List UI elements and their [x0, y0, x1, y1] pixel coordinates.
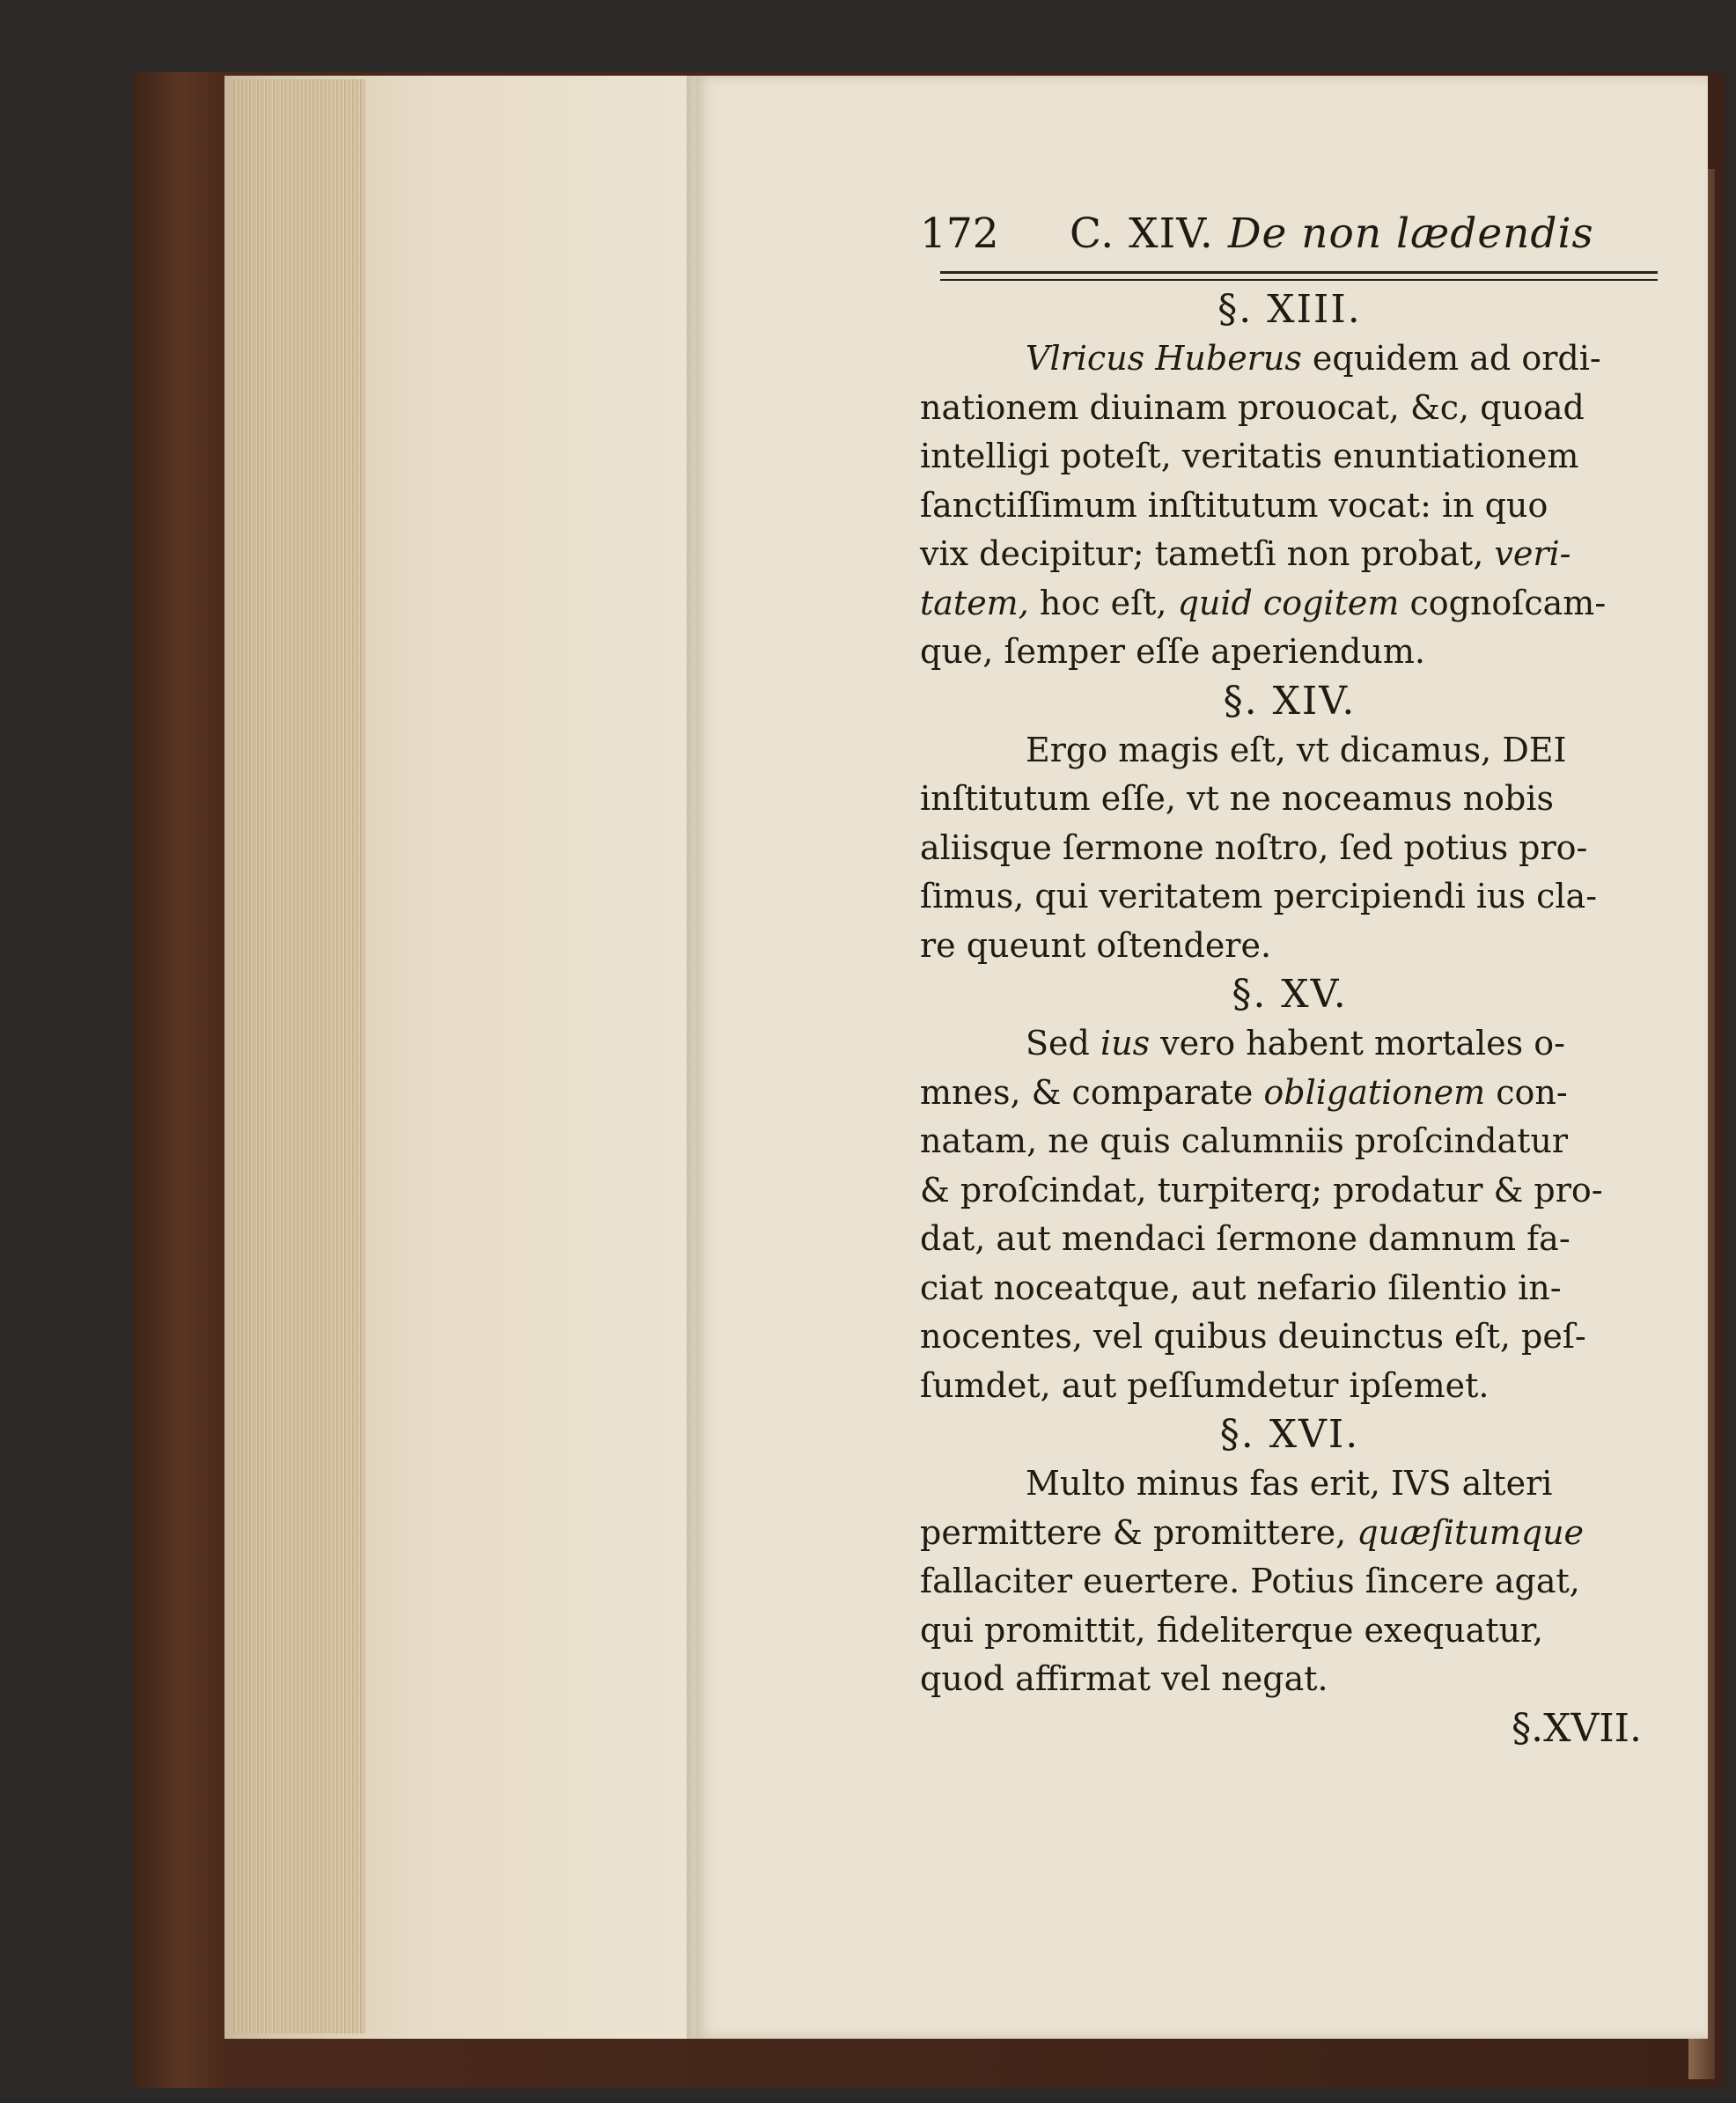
paragraph	[920, 726, 1659, 971]
text-run: nocentes, vel quibus deuinctus eſt, peſ-	[920, 1317, 1586, 1356]
sections	[920, 285, 1659, 1704]
text-line	[920, 1655, 1659, 1704]
text-line	[920, 824, 1659, 873]
text-line	[920, 1019, 1659, 1069]
text-run: Multo minus fas erit, IVS alteri	[1026, 1464, 1553, 1503]
text-line	[920, 1264, 1659, 1313]
text-line	[920, 1362, 1659, 1411]
text-run: fallaciter euertere. Potius ſincere agat,	[920, 1562, 1580, 1600]
text-run: qui promittit, fideliterque exequatur,	[920, 1610, 1544, 1650]
text-block	[920, 210, 1659, 1754]
text-line	[920, 775, 1659, 824]
text-run: vero habent mortales o-	[1150, 1024, 1565, 1063]
text-run: ciat noceatque, aut nefario ſilentio in-	[920, 1268, 1562, 1307]
chapter-subject: De non lædendis	[1227, 210, 1594, 258]
text-line	[920, 1509, 1659, 1558]
text-run: & proſcindat, turpiterq; prodatur & pro-	[920, 1170, 1603, 1210]
paragraph	[920, 1460, 1659, 1704]
text-run: mnes, & comparate	[920, 1072, 1264, 1112]
page-edges	[233, 79, 365, 2033]
paragraph	[920, 1019, 1659, 1410]
text-run: Sed	[1026, 1024, 1100, 1063]
text-line	[920, 726, 1659, 776]
italic-text: tatem,	[920, 583, 1029, 622]
text-line	[920, 1607, 1659, 1656]
chapter-label: C. XIV.	[1070, 210, 1214, 258]
italic-text: quid cogitem	[1177, 583, 1400, 622]
text-run: hoc eſt,	[1028, 583, 1178, 622]
section-heading: §. XV.	[1232, 972, 1348, 1017]
section-heading: §. XIV.	[1223, 678, 1357, 724]
text-line	[920, 1069, 1659, 1118]
text-line	[920, 1117, 1659, 1166]
text-line	[920, 1460, 1659, 1509]
text-run: dat, aut mendaci ſermone damnum fa-	[920, 1219, 1570, 1258]
text-run: con-	[1485, 1072, 1568, 1112]
text-run: nationem diuinam prouocat, &c, quoad	[920, 387, 1585, 427]
section-heading: §. XIII.	[1217, 287, 1362, 332]
italic-text: ius	[1100, 1024, 1151, 1063]
italic-text: Vlricus Huberus	[1026, 339, 1302, 378]
text-line	[920, 922, 1659, 971]
text-line	[920, 579, 1659, 629]
italic-text: quæſitumque	[1357, 1512, 1585, 1552]
text-line	[920, 335, 1659, 384]
text-line	[920, 1557, 1659, 1607]
text-run: quod affirmat vel negat.	[920, 1659, 1328, 1698]
text-line	[920, 1313, 1659, 1362]
italic-text: veri-	[1494, 534, 1571, 573]
paragraph	[920, 335, 1659, 677]
text-line	[920, 384, 1659, 433]
text-line	[920, 628, 1659, 677]
text-run: re queunt oſtendere.	[920, 925, 1272, 965]
text-run: ſimus, qui veritatem percipiendi ius cla-	[920, 877, 1598, 915]
catchword: §.XVII.	[1512, 1705, 1642, 1751]
text-run: ſumdet, aut peſſumdetur ipſemet.	[920, 1365, 1490, 1405]
text-run: inſtitutum eſſe, vt ne noceamus nobis	[920, 779, 1555, 818]
text-run: aliisque ſermone noſtro, ſed potius pro-	[920, 827, 1588, 867]
text-run: vix decipitur; tametſi non probat,	[920, 534, 1495, 573]
section-heading: §. XVI.	[1219, 1412, 1360, 1457]
italic-text: obligationem	[1263, 1072, 1486, 1112]
page-number: 172	[920, 210, 999, 258]
text-run: cognoſcam-	[1399, 583, 1607, 622]
running-head	[920, 210, 1659, 259]
text-run: Ergo magis eſt, vt dicamus, DEI	[1026, 730, 1567, 769]
text-run: ſanctiſſimum inſtitutum vocat: in quo	[920, 485, 1548, 525]
text-run: equidem ad ordi-	[1301, 339, 1601, 378]
text-line	[920, 482, 1659, 531]
text-line	[920, 530, 1659, 579]
text-line	[920, 432, 1659, 482]
text-run: permittere & promittere,	[920, 1512, 1357, 1552]
text-run: que, ſemper eſſe aperiendum.	[920, 632, 1425, 671]
text-run: intelligi poteſt, veritatis enuntiationem	[920, 437, 1579, 475]
text-run: natam, ne quis calumniis proſcindatur	[920, 1121, 1569, 1160]
text-line	[920, 1215, 1659, 1264]
text-line	[920, 1166, 1659, 1216]
running-head-title	[1070, 210, 1594, 259]
text-line	[920, 872, 1659, 922]
